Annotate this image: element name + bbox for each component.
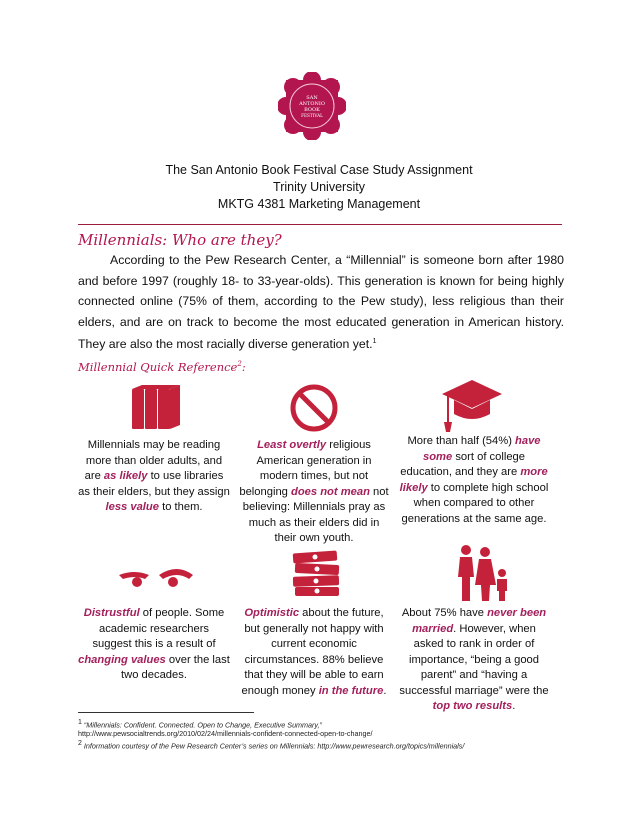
cell-3-emphasis-a: have some xyxy=(423,435,541,463)
logo-text-4: FESTIVAL xyxy=(301,113,323,118)
suspicious-eyes-icon xyxy=(115,565,197,589)
family-icon xyxy=(452,543,510,603)
cell-1-emphasis-a: as likely xyxy=(103,470,148,482)
cell-4-text-a: of people. Some academic researchers suggest this is a result of xyxy=(92,607,225,650)
quick-ref-religion xyxy=(238,438,390,547)
books-icon xyxy=(130,383,182,433)
cell-4-text-b: over the last two decades. xyxy=(121,653,230,681)
logo-text-2: ANTONIO xyxy=(299,101,325,107)
cell-2-text-b: not believing: Millennials pray as much as their elders did in their own youth. xyxy=(242,485,389,544)
footnote-2 xyxy=(78,739,568,751)
footnote-2-number: 2 xyxy=(78,740,82,747)
footnote-ref-1: 1 xyxy=(372,338,377,345)
quick-reference-colon: : xyxy=(241,360,246,374)
cell-6-emphasis-a: never been married xyxy=(412,607,547,635)
cell-5-emphasis-b: in the future xyxy=(318,684,384,697)
section-title: Millennials: Who are they? xyxy=(78,231,282,249)
cell-3-text-b: sort of college education, and they are xyxy=(400,450,525,478)
cell-5-emphasis-a: Optimistic xyxy=(244,607,300,619)
document-header xyxy=(0,162,638,213)
cell-5-text-b: . xyxy=(383,684,387,697)
cell-3-text-c: to complete high school when compared to other generations at the same age. xyxy=(401,481,549,525)
cell-1-text-c: to them. xyxy=(158,501,203,513)
festival-logo xyxy=(278,72,346,140)
footnote-ref-2: 2 xyxy=(237,360,242,369)
footnote-1-url: http://www.pewsocialtrends.org/2010/02/24/millennials-confident-connected-open-to-change/ xyxy=(78,729,373,738)
intro-text: According to the Pew Research Center, a “Millennial” is someone born after 1980 and before 1997 (roughly 18- to 33-year-olds). This generation is known for being highly connected online (75% of them, according to the Pew study), less religious than their elders, and are on track to become the most educated generation in American history. They are also the most racially diverse generation yet. xyxy=(78,253,564,352)
header-university: Trinity University xyxy=(273,180,365,194)
header-course: MKTG 4381 Marketing Management xyxy=(217,197,421,211)
quick-reference-title xyxy=(78,360,246,374)
quick-ref-libraries xyxy=(78,438,230,516)
cell-1-text-b: to use libraries as their elders, but they assign xyxy=(78,470,230,498)
graduation-cap-icon xyxy=(440,376,504,434)
section-divider xyxy=(78,224,562,225)
quick-ref-education xyxy=(398,434,550,527)
cell-5-text-a: about the future, but generally not happy with current economic circumstances. 88% believe that they will be able to earn enough money xyxy=(241,607,384,697)
cell-2-emphasis-a: Least overtly xyxy=(257,439,327,451)
cell-1-emphasis-b: less value xyxy=(105,501,159,513)
logo-text-1: SAN xyxy=(306,95,318,101)
footnote-2-text: Information courtesy of the Pew Research Center’s series on Millennials: http://www.pewresearch.org/topics/millennials/ xyxy=(83,741,465,751)
header-assignment: The San Antonio Book Festival Case Study Assignment xyxy=(165,163,473,177)
footnote-1-number: 1 xyxy=(78,719,82,726)
cell-6-text-c: . xyxy=(512,700,516,712)
cell-2-text-a: religious American generation in modern times, but not belonging xyxy=(239,439,372,498)
prohibition-icon xyxy=(289,383,339,433)
cell-4-emphasis-a: Distrustful xyxy=(83,607,140,619)
cell-6-emphasis-b: top two results xyxy=(432,700,513,712)
footnote-divider xyxy=(78,712,254,713)
cell-3-text-a: More than half (54%) xyxy=(407,435,516,447)
cell-3-emphasis-b: more likely xyxy=(399,466,548,494)
quick-ref-marriage xyxy=(398,606,550,715)
cell-6-text-a: About 75% have xyxy=(401,607,488,619)
quick-ref-optimism xyxy=(238,606,390,699)
money-stack-icon xyxy=(289,548,345,598)
intro-paragraph xyxy=(78,250,564,355)
logo-text-3: BOOK xyxy=(304,107,320,113)
cell-6-text-b: . However, when asked to rank in order of importance, “being a good parent” and “having a successful marriage” were the xyxy=(399,622,549,697)
cell-1-text-a: Millennials may be reading more than older adults, and are xyxy=(84,439,223,482)
footnote-1-title: “Millennials: Confident. Connected. Open to Change, Executive Summary,” xyxy=(83,720,322,730)
cell-2-emphasis-b: does not mean xyxy=(291,485,370,498)
cell-4-emphasis-b: changing values xyxy=(78,653,166,666)
quick-reference-label: Millennial Quick Reference xyxy=(78,360,238,374)
quick-ref-distrust xyxy=(78,606,230,684)
